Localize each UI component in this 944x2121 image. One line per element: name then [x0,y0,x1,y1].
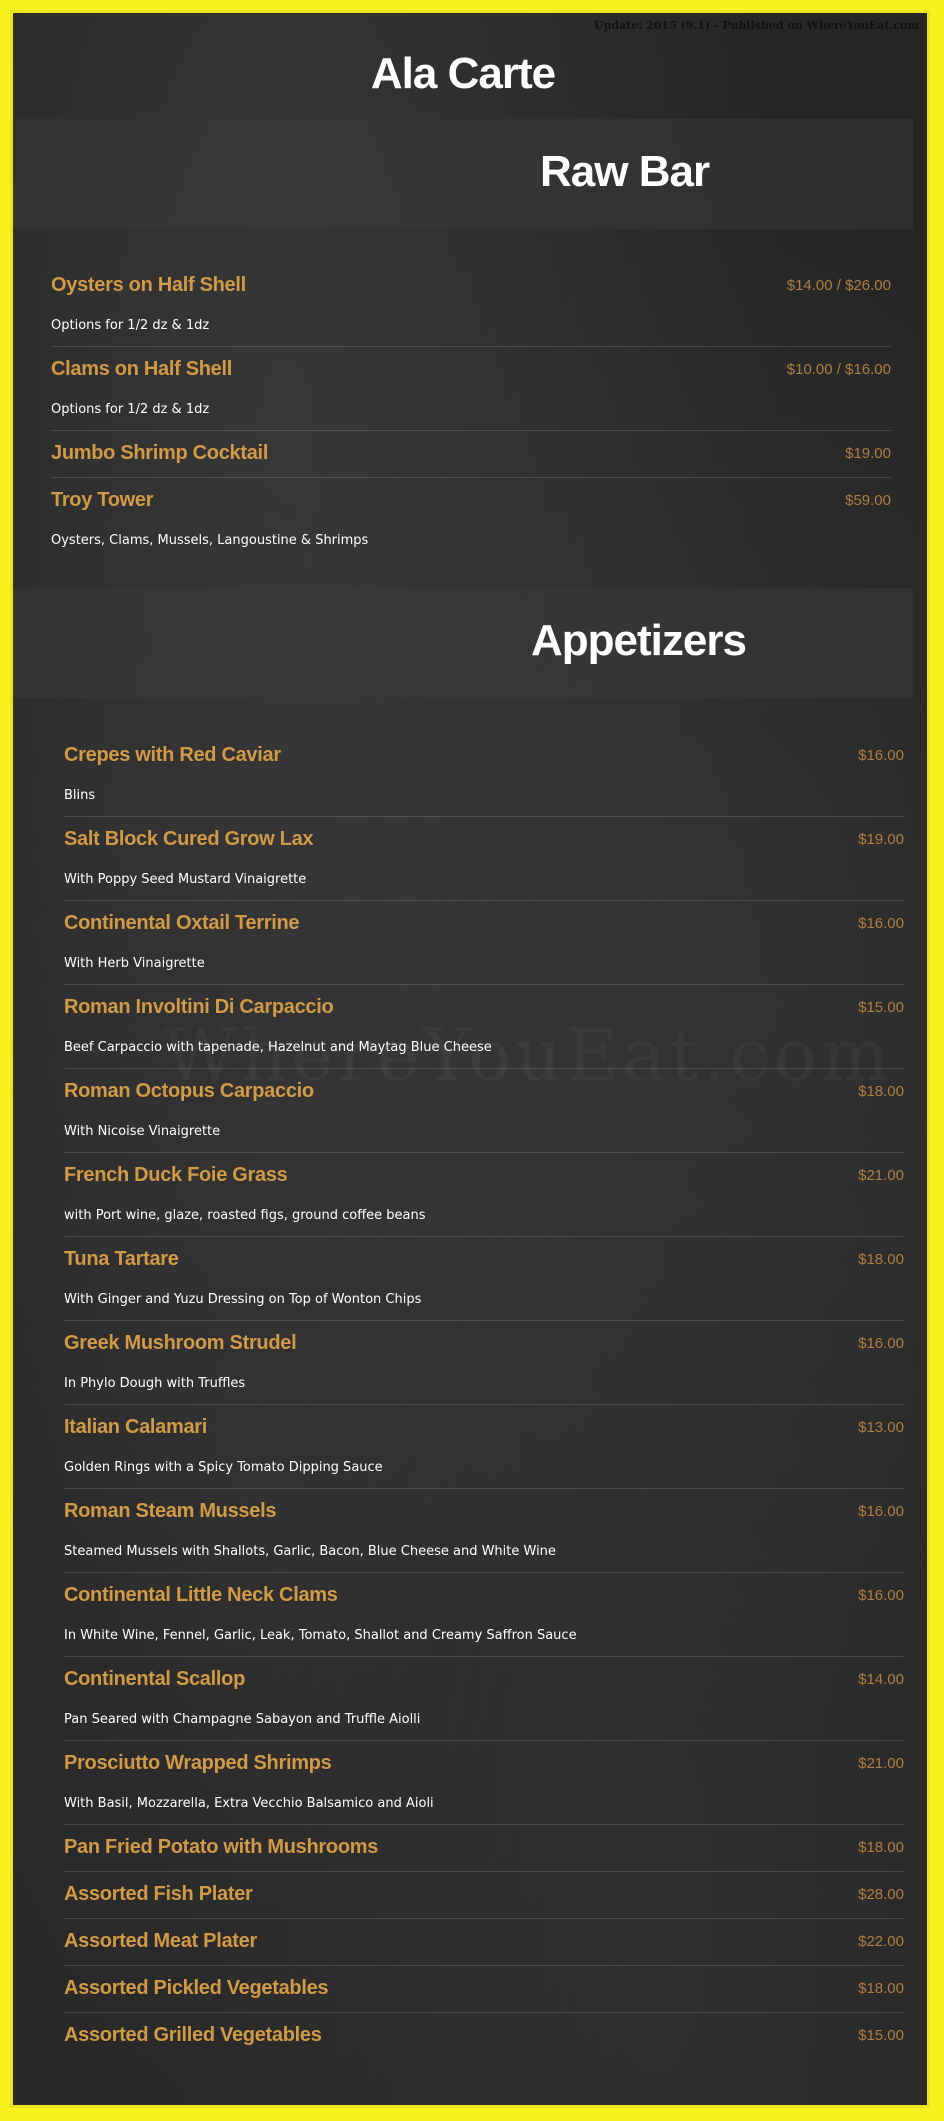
menu-item [64,1573,904,1657]
item-description: In White Wine, Fennel, Garlic, Leak, Tomato, Shallot and Creamy Saffron Sauce [64,1628,577,1643]
item-description: with Port wine, glaze, roasted figs, ground coffee beans [64,1208,426,1223]
section-title: Raw Bar [540,147,710,196]
item-description: In Phylo Dough with Truffles [64,1376,246,1391]
item-price: $18.00 [858,1839,904,1856]
item-price: $28.00 [858,1886,904,1903]
menu-page [10,10,930,2108]
item-name: Tuna Tartare [64,1248,179,1270]
item-name: Continental Scallop [64,1668,245,1690]
menu-item [64,1489,904,1573]
item-name: French Duck Foie Grass [64,1164,288,1186]
item-price: $59.00 [845,492,891,509]
menu-item [64,1966,904,2013]
item-price: $13.00 [858,1419,904,1436]
menu-item [64,1237,904,1321]
item-description: With Poppy Seed Mustard Vinaigrette [64,872,307,887]
item-price: $16.00 [858,747,904,764]
item-price: $21.00 [858,1167,904,1184]
menu-item [51,478,891,562]
item-name: Roman Octopus Carpaccio [64,1080,314,1102]
item-price: $18.00 [858,1083,904,1100]
item-name: Greek Mushroom Strudel [64,1332,297,1354]
item-name: Roman Involtini Di Carpaccio [64,996,334,1018]
item-price: $22.00 [858,1933,904,1950]
menu-item [64,1405,904,1489]
item-price: $18.00 [858,1251,904,1268]
menu-item [51,431,891,478]
item-description: Oysters, Clams, Mussels, Langoustine & Shrimps [51,533,369,548]
item-name: Clams on Half Shell [51,358,233,380]
item-price: $16.00 [858,1503,904,1520]
item-description: Pan Seared with Champagne Sabayon and Truffle Aiolli [64,1712,421,1727]
item-price: $15.00 [858,2027,904,2044]
item-description: With Herb Vinaigrette [64,956,205,971]
menu-item [64,1872,904,1919]
item-name: Continental Little Neck Clams [64,1584,338,1606]
menu-item [64,733,904,817]
item-price: $19.00 [845,445,891,462]
item-name: Prosciutto Wrapped Shrimps [64,1752,332,1774]
update-note: Update: 2015 (9.1) - Published on WhereYouEat.com [594,19,919,32]
item-name: Italian Calamari [64,1416,208,1438]
item-description: Options for 1/2 dz & 1dz [51,318,210,333]
menu-item [64,1741,904,1825]
item-description: With Ginger and Yuzu Dressing on Top of Wonton Chips [64,1292,422,1307]
item-description: Blins [64,788,96,803]
item-description: Options for 1/2 dz & 1dz [51,402,210,417]
item-price: $21.00 [858,1755,904,1772]
item-price: $16.00 [858,915,904,932]
item-name: Continental Oxtail Terrine [64,912,300,934]
section-header-appetizers [13,588,913,698]
item-description: Beef Carpaccio with tapenade, Hazelnut and Maytag Blue Cheese [64,1040,492,1055]
item-name: Assorted Fish Plater [64,1883,253,1905]
menu-item [64,985,904,1069]
item-price: $14.00 / $26.00 [786,277,891,294]
menu-item [64,1825,904,1872]
item-description: With Nicoise Vinaigrette [64,1124,221,1139]
item-description: Golden Rings with a Spicy Tomato Dipping Sauce [64,1460,383,1475]
item-name: Roman Steam Mussels [64,1500,277,1522]
section-header-raw-bar [13,119,913,229]
menu-item [51,263,891,347]
menu-item [64,1153,904,1237]
menu-item [64,1321,904,1405]
item-price: $14.00 [858,1671,904,1688]
section-title: Appetizers [531,616,746,665]
menu-item [64,1069,904,1153]
menu-item [64,2013,904,2060]
page-title: Ala Carte [370,49,556,98]
item-name: Salt Block Cured Grow Lax [64,828,314,850]
item-name: Assorted Grilled Vegetables [64,2024,322,2046]
menu-item [64,1919,904,1966]
item-name: Pan Fried Potato with Mushrooms [64,1836,379,1858]
menu-item [64,817,904,901]
menu-item [64,1657,904,1741]
appetizer-items [64,733,904,2060]
item-description: With Basil, Mozzarella, Extra Vecchio Balsamico and Aioli [64,1796,434,1811]
item-description: Steamed Mussels with Shallots, Garlic, Bacon, Blue Cheese and White Wine [64,1544,556,1559]
menu-item [64,901,904,985]
item-price: $18.00 [858,1980,904,1997]
item-price: $10.00 / $16.00 [786,361,891,378]
item-name: Assorted Meat Plater [64,1930,257,1952]
raw-bar-items [51,263,891,562]
item-name: Assorted Pickled Vegetables [64,1977,329,1999]
item-name: Oysters on Half Shell [51,274,246,296]
item-price: $19.00 [858,831,904,848]
item-name: Jumbo Shrimp Cocktail [51,442,269,464]
item-price: $15.00 [858,999,904,1016]
item-price: $16.00 [858,1587,904,1604]
item-price: $16.00 [858,1335,904,1352]
menu-item [51,347,891,431]
item-name: Crepes with Red Caviar [64,744,281,766]
item-name: Troy Tower [51,489,154,511]
